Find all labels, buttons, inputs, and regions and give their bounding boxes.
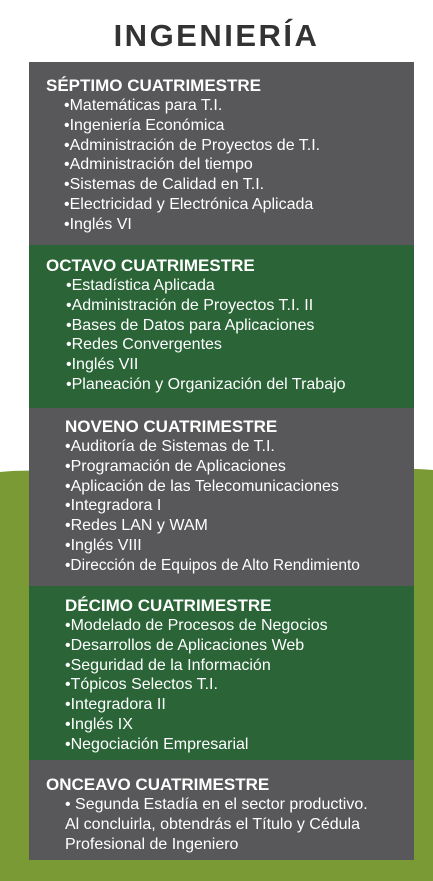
section-septimo <box>29 62 414 245</box>
section-octavo <box>29 245 414 408</box>
section-title: NOVENO CUATRIMESTRE <box>65 417 278 436</box>
list-item: •Matemáticas para T.I. <box>64 97 223 114</box>
final-note <box>46 795 414 855</box>
section-decimo <box>29 586 414 760</box>
list-item: •Modelado de Procesos de Negocios <box>65 617 328 634</box>
section-title: SÉPTIMO CUATRIMESTRE <box>46 76 262 95</box>
list-item: •Inglés IX <box>65 715 133 733</box>
list-item: •Electricidad y Electrónica Aplicada <box>64 195 314 213</box>
section-onceavo <box>29 760 414 860</box>
list-item: •Integradora I <box>65 497 162 515</box>
section-noveno <box>29 408 414 586</box>
list-item: •Redes LAN y WAM <box>65 517 208 535</box>
section-title: ONCEAVO CUATRIMESTRE <box>46 775 270 794</box>
list-item: •Dirección de Equipos de Alto Rendimiento <box>65 556 360 574</box>
list-item: •Planeación y Organización del Trabajo <box>66 375 346 393</box>
subject-list <box>65 616 414 755</box>
list-item: •Integradora II <box>65 696 166 714</box>
list-item: •Auditoría de Sistemas de T.I. <box>65 438 275 455</box>
list-item: •Inglés VIII <box>65 536 142 554</box>
list-item: •Seguridad de la Información <box>65 656 271 674</box>
list-item: •Negociación Empresarial <box>65 735 249 753</box>
final-note-line: Profesional de Ingeniero <box>65 836 239 853</box>
list-item: •Aplicación de las Telecomunicaciones <box>65 477 339 495</box>
list-item: •Administración de Proyectos de T.I. <box>64 136 321 154</box>
list-item: •Estadística Aplicada <box>66 277 215 294</box>
list-item: •Inglés VI <box>64 215 132 233</box>
list-item: •Ingeniería Económica <box>64 116 225 134</box>
list-item: •Programación de Aplicaciones <box>65 457 286 475</box>
final-note-line: Al concluirla, obtendrás el Título y Cédula <box>65 816 360 833</box>
list-item: •Sistemas de Calidad en T.I. <box>64 176 265 194</box>
subject-list <box>46 96 414 235</box>
list-item: •Inglés VII <box>66 356 139 374</box>
page-title: INGENIERÍA <box>113 18 320 53</box>
list-item: •Tópicos Selectos T.I. <box>65 676 218 694</box>
subject-list <box>65 437 414 576</box>
subject-list <box>46 276 414 395</box>
list-item: •Desarrollos de Aplicaciones Web <box>65 636 305 654</box>
list-item: •Administración del tiempo <box>64 156 253 174</box>
final-note-line: • Segunda Estadía en el sector productivo. <box>65 796 368 813</box>
list-item: •Administración de Proyectos T.I. II <box>66 296 314 314</box>
section-title: DÉCIMO CUATRIMESTRE <box>65 596 272 615</box>
list-item: •Bases de Datos para Aplicaciones <box>66 316 315 334</box>
section-title: OCTAVO CUATRIMESTRE <box>46 256 255 275</box>
list-item: •Redes Convergentes <box>66 336 222 354</box>
